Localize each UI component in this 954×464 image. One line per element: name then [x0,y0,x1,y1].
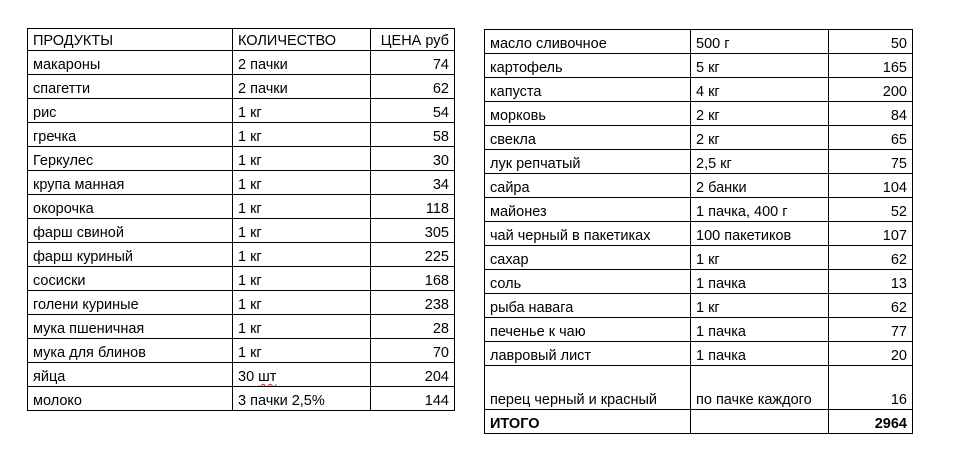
product-cell: лавровый лист [485,342,691,366]
product-cell: гречка [28,123,233,147]
price-cell: 62 [829,246,913,270]
price-cell: 58 [371,123,455,147]
total-price: 2964 [829,410,913,434]
table-row [28,195,455,219]
quantity-cell: 100 пакетиков [691,222,829,246]
price-cell: 107 [829,222,913,246]
quantity-cell: 1 пачка [691,318,829,342]
price-cell: 84 [829,102,913,126]
product-cell: картофель [485,54,691,78]
product-cell: Геркулес [28,147,233,171]
table-row [28,219,455,243]
product-cell: масло сливочное [485,30,691,54]
price-cell: 75 [829,150,913,174]
quantity-cell: 1 кг [233,315,371,339]
table-row [28,51,455,75]
quantity-cell: 1 кг [233,147,371,171]
total-label: ИТОГО [485,410,691,434]
quantity-cell: 1 кг [233,171,371,195]
quantity-cell: 2 банки [691,174,829,198]
product-cell: свекла [485,126,691,150]
product-cell: молоко [28,387,233,411]
products-table-left [27,28,455,411]
price-cell: 20 [829,342,913,366]
product-cell: майонез [485,198,691,222]
quantity-cell: 1 кг [691,294,829,318]
table-row [485,342,913,366]
product-cell: фарш свиной [28,219,233,243]
quantity-cell: 1 кг [233,339,371,363]
table-row [28,339,455,363]
product-cell: голени куриные [28,291,233,315]
price-cell: 168 [371,267,455,291]
spellcheck-underline: шт [258,369,277,385]
header-quantity: КОЛИЧЕСТВО [233,29,371,51]
price-cell: 62 [371,75,455,99]
table-row [28,315,455,339]
price-cell: 34 [371,171,455,195]
quantity-cell: 500 г [691,30,829,54]
price-cell: 74 [371,51,455,75]
quantity-cell: 1 кг [691,246,829,270]
price-cell: 118 [371,195,455,219]
quantity-cell: 1 пачка, 400 г [691,198,829,222]
table-row [485,222,913,246]
price-cell: 13 [829,270,913,294]
table-row [28,171,455,195]
product-cell: фарш куриный [28,243,233,267]
product-cell: рыба навага [485,294,691,318]
product-cell: мука пшеничная [28,315,233,339]
table-header-row [28,29,455,51]
quantity-cell: 1 кг [233,243,371,267]
quantity-cell: 1 кг [233,123,371,147]
product-cell: капуста [485,78,691,102]
table-row [485,54,913,78]
product-cell: окорочка [28,195,233,219]
product-cell: перец черный и красный [485,366,691,410]
price-cell: 305 [371,219,455,243]
header-products: ПРОДУКТЫ [28,29,233,51]
quantity-cell: по пачке каждого [691,366,829,410]
table-row [485,102,913,126]
quantity-cell: 2 пачки [233,75,371,99]
header-price: ЦЕНА руб [371,29,455,51]
total-row [485,410,913,434]
quantity-cell: 2 кг [691,102,829,126]
price-cell: 65 [829,126,913,150]
table-row [485,198,913,222]
quantity-cell: 4 кг [691,78,829,102]
table-row [485,270,913,294]
price-cell: 30 [371,147,455,171]
quantity-cell: 3 пачки 2,5% [233,387,371,411]
table-row [485,174,913,198]
product-cell: печенье к чаю [485,318,691,342]
table-row [28,387,455,411]
product-cell: сосиски [28,267,233,291]
quantity-cell: 1 кг [233,267,371,291]
table-row [485,126,913,150]
total-quantity [691,410,829,434]
table-row [28,267,455,291]
table-row [485,246,913,270]
price-cell: 225 [371,243,455,267]
price-cell: 16 [829,366,913,410]
table-row [485,294,913,318]
product-cell: мука для блинов [28,339,233,363]
quantity-cell: 2 пачки [233,51,371,75]
price-cell: 204 [371,363,455,387]
price-cell: 77 [829,318,913,342]
price-cell: 50 [829,30,913,54]
product-cell: сахар [485,246,691,270]
table-row [485,318,913,342]
product-cell: сайра [485,174,691,198]
price-cell: 104 [829,174,913,198]
quantity-cell: 30 шт [233,363,371,387]
table-row [485,30,913,54]
table-row [485,78,913,102]
product-cell: рис [28,99,233,123]
quantity-cell: 1 кг [233,291,371,315]
product-cell: крупа манная [28,171,233,195]
table-row [485,150,913,174]
price-cell: 238 [371,291,455,315]
table-row [28,243,455,267]
products-table-right [484,29,913,434]
price-cell: 62 [829,294,913,318]
product-cell: чай черный в пакетиках [485,222,691,246]
product-cell: яйца [28,363,233,387]
table-row [28,147,455,171]
quantity-cell: 1 пачка [691,270,829,294]
quantity-cell: 1 кг [233,99,371,123]
quantity-cell: 1 пачка [691,342,829,366]
quantity-cell: 1 кг [233,219,371,243]
table-row [28,75,455,99]
price-cell: 28 [371,315,455,339]
product-cell: соль [485,270,691,294]
table-row [28,99,455,123]
quantity-cell: 2 кг [691,126,829,150]
price-cell: 165 [829,54,913,78]
quantity-cell: 2,5 кг [691,150,829,174]
table-row [28,363,455,387]
price-cell: 52 [829,198,913,222]
table-row [28,291,455,315]
product-cell: морковь [485,102,691,126]
product-cell: спагетти [28,75,233,99]
table-row [485,366,913,410]
product-cell: лук репчатый [485,150,691,174]
quantity-cell: 5 кг [691,54,829,78]
price-cell: 200 [829,78,913,102]
product-cell: макароны [28,51,233,75]
price-cell: 54 [371,99,455,123]
quantity-cell: 1 кг [233,195,371,219]
table-row [28,123,455,147]
price-cell: 144 [371,387,455,411]
price-cell: 70 [371,339,455,363]
